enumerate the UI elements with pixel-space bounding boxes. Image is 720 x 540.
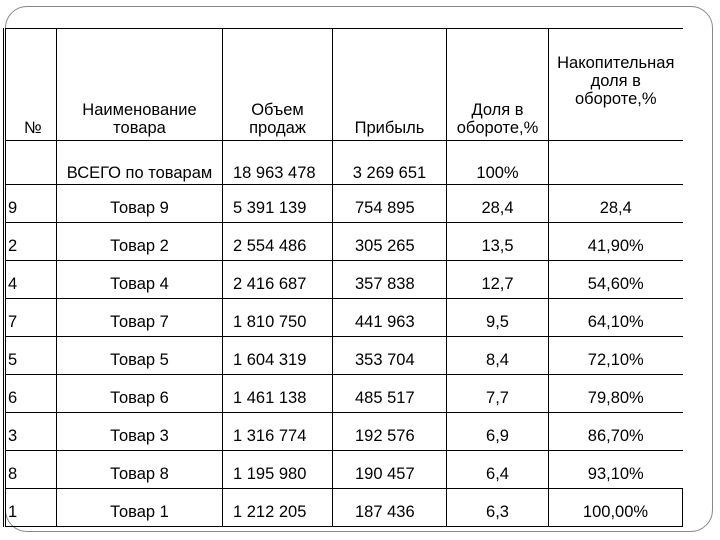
total-share: 100% bbox=[447, 141, 549, 185]
abc-analysis-table bbox=[3, 28, 683, 527]
cell-num: 3 bbox=[5, 413, 57, 451]
table-row bbox=[5, 185, 683, 223]
cell-profit: 353 704 bbox=[333, 337, 447, 375]
header-cumulative: Накопительная доля в обороте,% bbox=[549, 29, 683, 141]
cell-share: 6,4 bbox=[447, 451, 549, 489]
cell-profit: 754 895 bbox=[333, 185, 447, 223]
cell-name: Товар 5 bbox=[57, 337, 223, 375]
cell-name: Товар 1 bbox=[57, 489, 223, 527]
cell-volume: 1 195 980 bbox=[223, 451, 333, 489]
cell-profit: 357 838 bbox=[333, 261, 447, 299]
cell-cumulative: 41,90% bbox=[549, 223, 683, 261]
cell-volume: 2 416 687 bbox=[223, 261, 333, 299]
cell-share: 7,7 bbox=[447, 375, 549, 413]
cell-volume: 1 461 138 bbox=[223, 375, 333, 413]
cell-profit: 190 457 bbox=[333, 451, 447, 489]
cell-num: 6 bbox=[5, 375, 57, 413]
cell-cumulative: 54,60% bbox=[549, 261, 683, 299]
cell-volume: 1 212 205 bbox=[223, 489, 333, 527]
header-share: Доля в обороте,% bbox=[447, 29, 549, 141]
header-num: № bbox=[5, 29, 57, 141]
table-row bbox=[5, 223, 683, 261]
cell-num: 1 bbox=[5, 489, 57, 527]
cell-share: 9,5 bbox=[447, 299, 549, 337]
total-profit: 3 269 651 bbox=[333, 141, 447, 185]
cell-cumulative: 93,10% bbox=[549, 451, 683, 489]
cell-name: Товар 8 bbox=[57, 451, 223, 489]
cell-num: 8 bbox=[5, 451, 57, 489]
cell-share: 12,7 bbox=[447, 261, 549, 299]
cell-name: Товар 4 bbox=[57, 261, 223, 299]
cell-cumulative: 86,70% bbox=[549, 413, 683, 451]
total-cumulative bbox=[549, 141, 683, 185]
table-row bbox=[5, 413, 683, 451]
cell-cumulative: 64,10% bbox=[549, 299, 683, 337]
cell-name: Товар 9 bbox=[57, 185, 223, 223]
header-profit: Прибыль bbox=[333, 29, 447, 141]
cell-profit: 305 265 bbox=[333, 223, 447, 261]
cell-name: Товар 2 bbox=[57, 223, 223, 261]
table-row bbox=[5, 451, 683, 489]
header-name: Наименование товара bbox=[57, 29, 223, 141]
cell-share: 6,9 bbox=[447, 413, 549, 451]
cell-share: 8,4 bbox=[447, 337, 549, 375]
cell-profit: 187 436 bbox=[333, 489, 447, 527]
cell-num: 7 bbox=[5, 299, 57, 337]
cell-volume: 2 554 486 bbox=[223, 223, 333, 261]
cell-name: Товар 7 bbox=[57, 299, 223, 337]
cell-share: 13,5 bbox=[447, 223, 549, 261]
cell-share: 6,3 bbox=[447, 489, 549, 527]
total-name: ВСЕГО по товарам bbox=[57, 141, 223, 185]
total-row bbox=[5, 141, 683, 185]
cell-name: Товар 6 bbox=[57, 375, 223, 413]
table-row bbox=[5, 299, 683, 337]
cell-num: 9 bbox=[5, 185, 57, 223]
cell-volume: 5 391 139 bbox=[223, 185, 333, 223]
table-row bbox=[5, 489, 683, 527]
table-row bbox=[5, 261, 683, 299]
table-row bbox=[5, 375, 683, 413]
table-row bbox=[5, 337, 683, 375]
header-row bbox=[5, 29, 683, 141]
cell-volume: 1 604 319 bbox=[223, 337, 333, 375]
cell-volume: 1 810 750 bbox=[223, 299, 333, 337]
cell-cumulative: 72,10% bbox=[549, 337, 683, 375]
cell-cumulative: 79,80% bbox=[549, 375, 683, 413]
cell-cumulative: 28,4 bbox=[549, 185, 683, 223]
cell-num: 2 bbox=[5, 223, 57, 261]
header-volume: Объем продаж bbox=[223, 29, 333, 141]
cell-profit: 192 576 bbox=[333, 413, 447, 451]
cell-profit: 485 517 bbox=[333, 375, 447, 413]
cell-share: 28,4 bbox=[447, 185, 549, 223]
cell-profit: 441 963 bbox=[333, 299, 447, 337]
total-num bbox=[5, 141, 57, 185]
total-volume: 18 963 478 bbox=[223, 141, 333, 185]
cell-volume: 1 316 774 bbox=[223, 413, 333, 451]
cell-num: 4 bbox=[5, 261, 57, 299]
cell-name: Товар 3 bbox=[57, 413, 223, 451]
cell-cumulative: 100,00% bbox=[549, 489, 683, 527]
cell-num: 5 bbox=[5, 337, 57, 375]
